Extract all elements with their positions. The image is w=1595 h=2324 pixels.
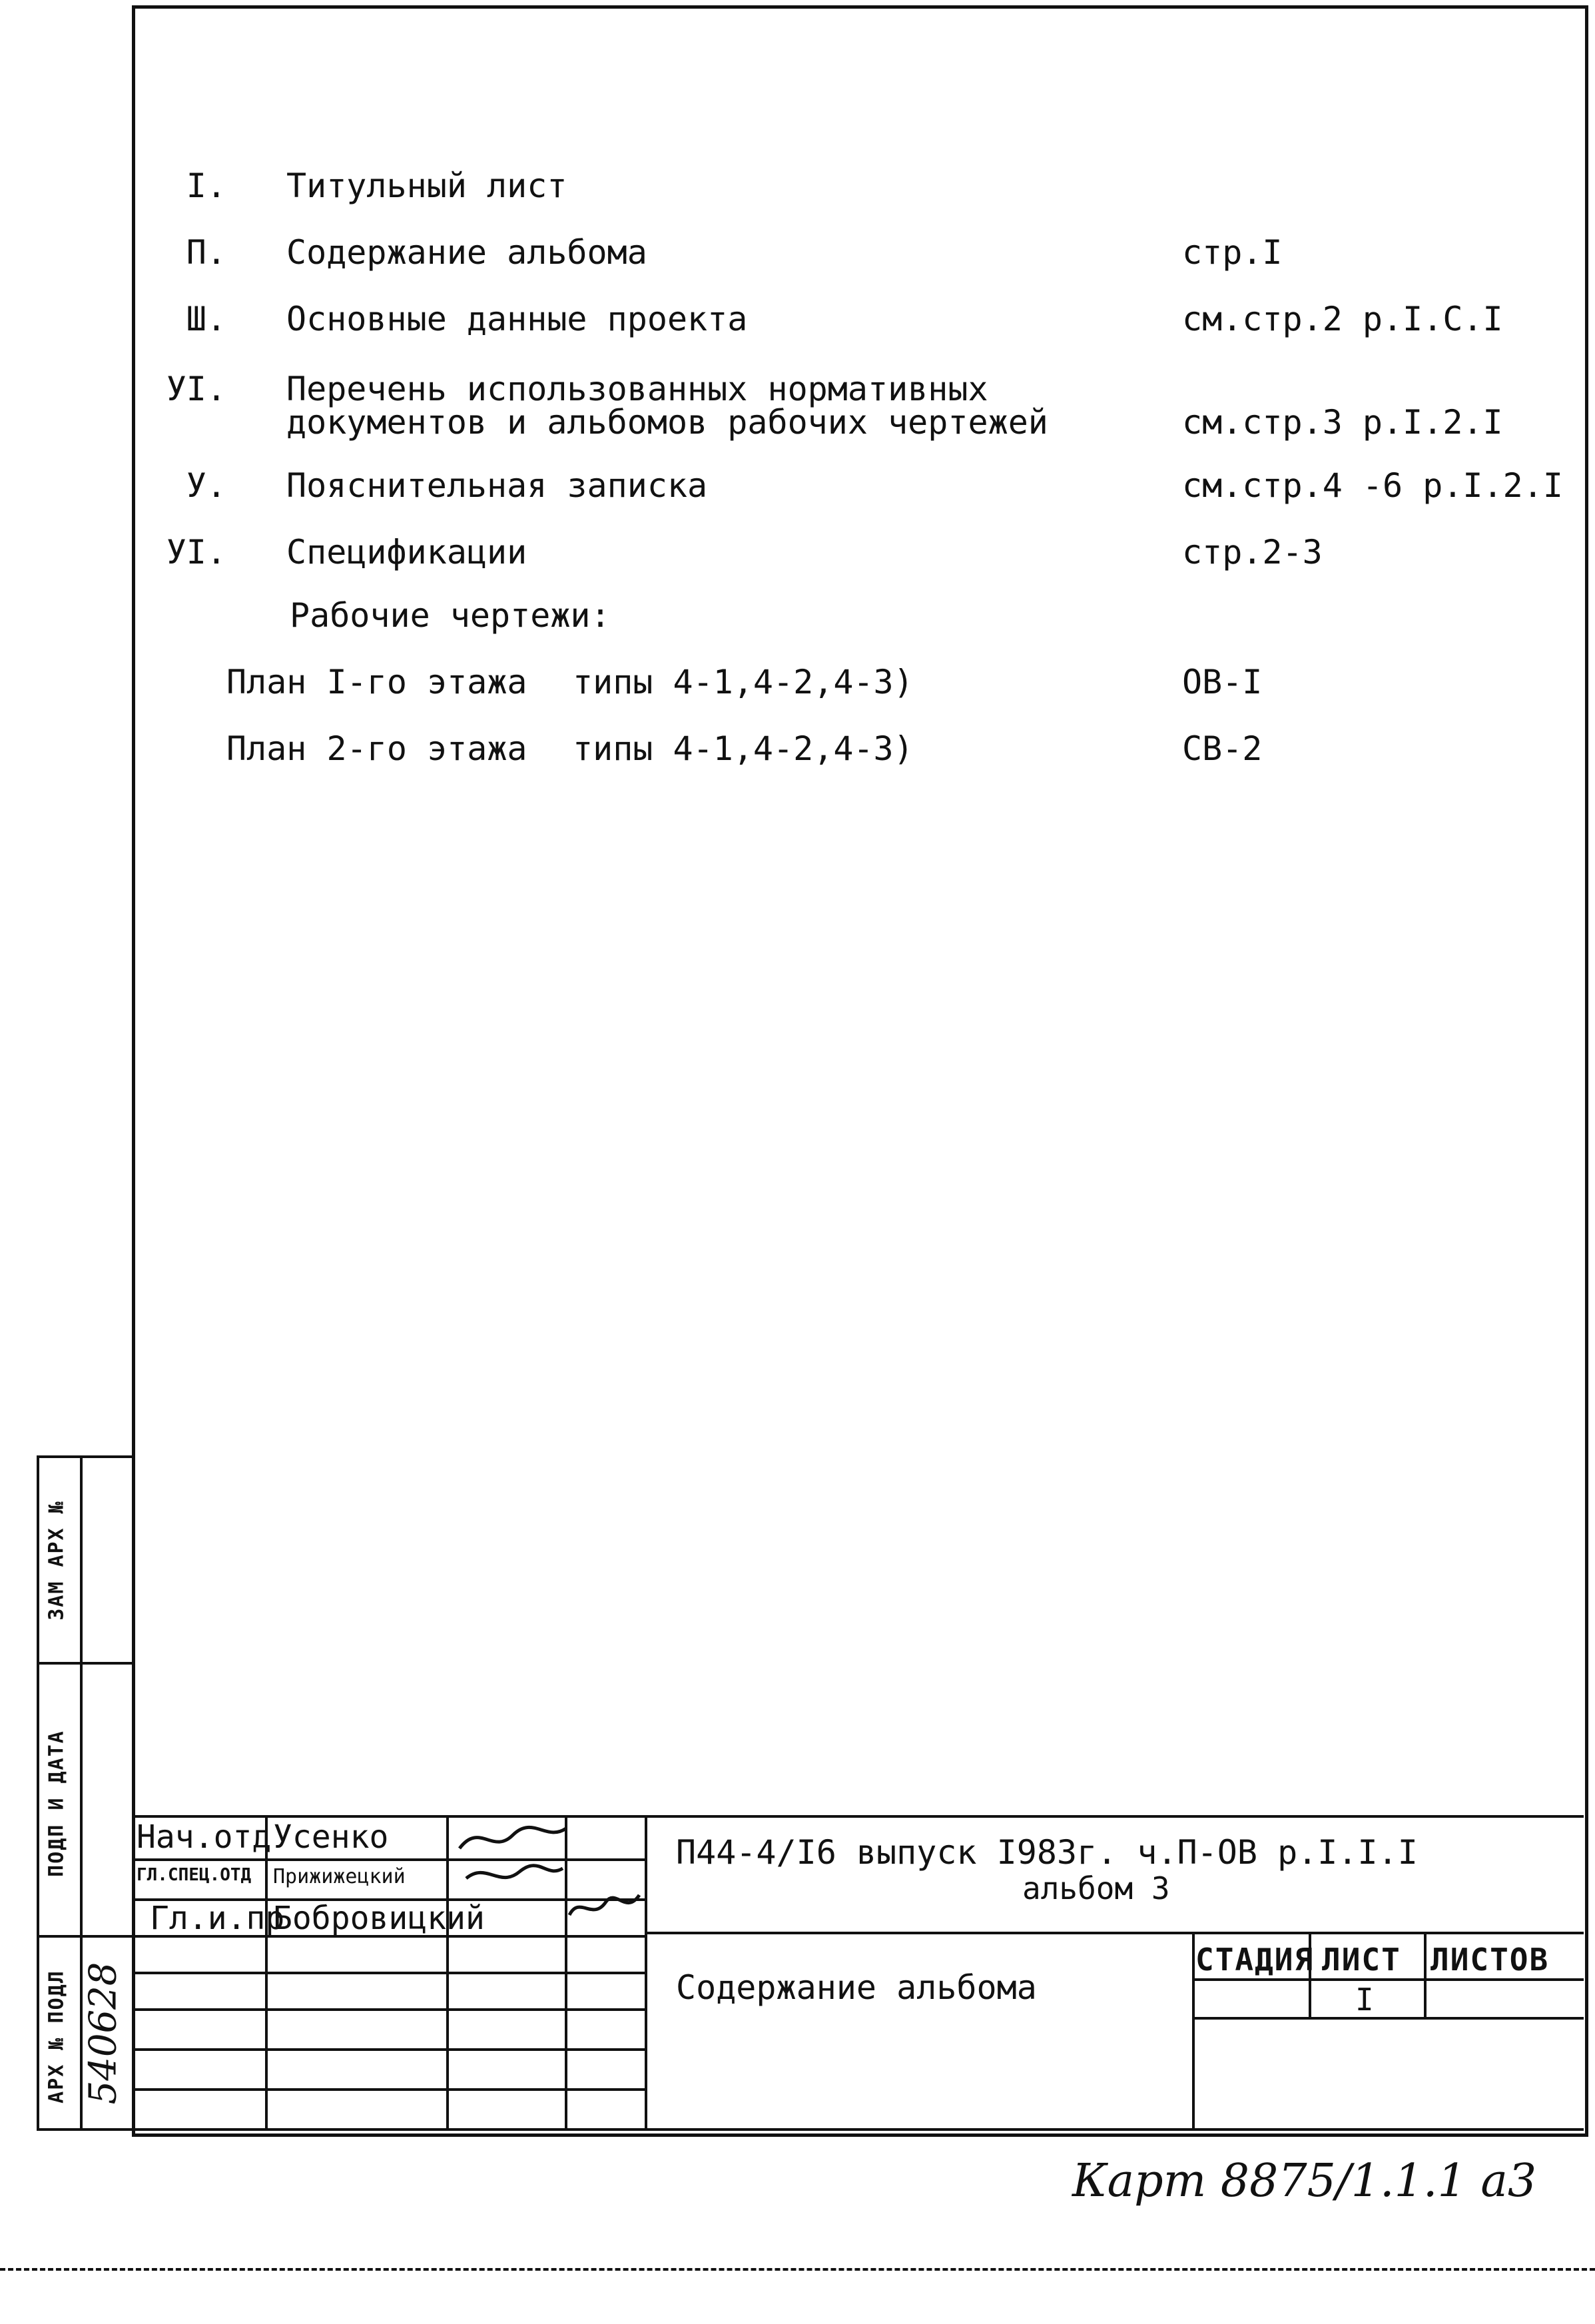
signature-scribbles <box>446 1815 646 1935</box>
toc-number: Ш. <box>186 300 226 338</box>
cut-line <box>0 2268 1595 2271</box>
signature-role: ГЛ.СПЕЦ.ОТД <box>137 1865 252 1885</box>
signature-role: Гл.и.пр <box>150 1900 285 1937</box>
toc-number: I. <box>186 167 226 205</box>
toc-title-continued: документов и альбомов рабочих чертежей <box>286 403 1048 442</box>
stage-column-header: СТАДИЯ <box>1195 1942 1315 1978</box>
signature-role: Нач.отд <box>137 1818 272 1856</box>
signature-name: Усенко <box>273 1818 389 1856</box>
podp-date-label: ПОДП И ДАТА <box>45 1730 69 1877</box>
toc-page-ref: стр.I <box>1182 233 1283 272</box>
toc-number: П. <box>186 233 226 272</box>
zam-arh-label: ЗАМ АРХ № <box>45 1500 69 1621</box>
plan-title: План I-го этажа <box>226 663 527 701</box>
toc-title: Содержание альбома <box>286 233 647 272</box>
signature-name: Бобровицкий <box>273 1900 485 1937</box>
archive-number: 540628 <box>81 1962 125 2105</box>
toc-page-ref: см.стр.2 р.I.С.I <box>1182 300 1503 338</box>
toc-title: Титульный лист <box>286 167 567 205</box>
toc-title: Основные данные проекта <box>286 300 748 338</box>
plan-title: План 2-го этажа <box>226 729 527 768</box>
plan-ref: ОВ-I <box>1182 663 1263 701</box>
signature-name: Прижижецкий <box>273 1865 406 1888</box>
toc-title: Спецификации <box>286 533 527 572</box>
toc-page-ref: см.стр.4 -6 р.I.2.I <box>1182 466 1563 505</box>
sheets-column-header: ЛИСТОВ <box>1431 1942 1550 1978</box>
sheet-title: Содержание альбома <box>676 1968 1037 2007</box>
plan-types: типы 4-1,4-2,4-3) <box>573 663 914 701</box>
toc-number: УI. <box>166 370 226 408</box>
toc-number: У. <box>186 466 226 505</box>
album-number: альбом 3 <box>1022 1870 1170 1906</box>
document-code: П44-4/I6 выпуск I983г. ч.П-ОВ р.I.I.I <box>676 1833 1418 1872</box>
toc-number: УI. <box>166 533 226 572</box>
plan-types: типы 4-1,4-2,4-3) <box>573 729 914 768</box>
toc-page-ref: стр.2-3 <box>1182 533 1323 572</box>
toc-title: Перечень использованных нормативных <box>286 370 988 408</box>
working-drawings-heading: Рабочие чертежи: <box>290 596 611 635</box>
sheet-number: I <box>1355 1982 1374 2018</box>
plan-ref: СВ-2 <box>1182 729 1263 768</box>
arh-podl-label: АРХ № ПОДЛ <box>45 1970 69 2104</box>
sheet-column-header: ЛИСТ <box>1322 1942 1401 1978</box>
toc-title: Пояснительная записка <box>286 466 708 505</box>
footer-handwritten-note: Карт 8875/1.1.1 а3 <box>1072 2155 1537 2207</box>
toc-page-ref: см.стр.3 р.I.2.I <box>1182 403 1503 442</box>
